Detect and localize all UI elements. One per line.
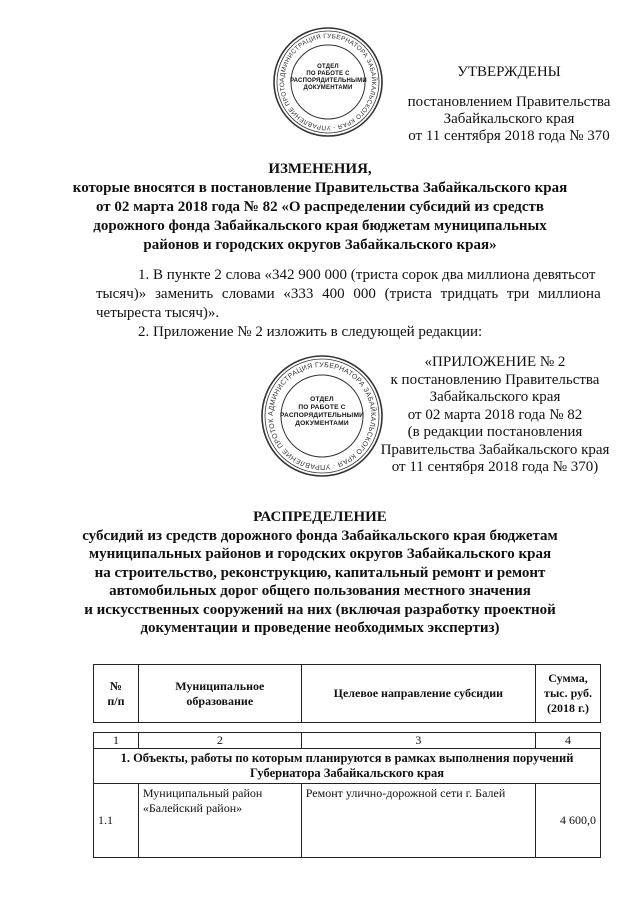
section-line: Губернатора Забайкальского края [249, 766, 445, 780]
approval-block [396, 64, 622, 145]
table-row [94, 784, 601, 858]
changes-title: ИЗМЕНЕНИЯ, [268, 161, 372, 177]
row-municipality-line: Муниципальный район [142, 786, 263, 800]
stamp-center-line: ПО РАБОТЕ С [298, 404, 346, 411]
appendix-line: к постановлению Правительства [390, 371, 600, 388]
body-line: тысяч)» заменить словами «333 400 000 (триста тридцать три миллиона [96, 286, 601, 302]
appendix-line: (в редакции постановления [407, 424, 583, 440]
body-line: четыреста тысяч)». [96, 305, 220, 321]
header-sum-line: тыс. руб. [544, 686, 592, 700]
table-header [93, 664, 601, 723]
header-num [94, 665, 139, 723]
stamp-center-text [290, 64, 366, 92]
stamp-center-line: ОТДЕЛ [310, 396, 334, 403]
table-body [93, 732, 601, 858]
changes-subtitle-line: от 02 марта 2018 года № 82 «О распределении субсидий из средств [95, 199, 545, 215]
stamp-center-line: ДОКУМЕНТАМИ [295, 420, 349, 427]
appendix-line: Забайкальского края [429, 389, 561, 405]
section-title [94, 749, 601, 784]
changes-subtitle-line: районов и городских округов Забайкальского края» [143, 237, 497, 253]
col-number: 4 [536, 733, 601, 749]
table-section-row [94, 749, 601, 784]
body-line: 1. В пункте 2 слова «342 900 000 (триста сорок два миллиона девятьсот [138, 267, 596, 283]
stamp-center-text [280, 396, 364, 428]
body-paragraph-2: 2. Приложение № 2 изложить в следующей редакции: [138, 324, 483, 340]
header-num-line: № [109, 678, 122, 693]
distribution-line: документации и проведение необходимых экспертиз) [140, 620, 500, 636]
stamp-ring-text: АДМИНИСТРАЦИЯ ГУБЕРНАТОРА ЗАБАЙКАЛЬСКОГО КРАЯ · УПРАВЛЕНИЕ ПРОТОК [267, 361, 377, 471]
appendix-block [370, 354, 620, 477]
distribution-line: на строительство, реконструкцию, капитальный ремонт и ремонт [94, 564, 546, 581]
official-stamp-top [272, 26, 384, 138]
header-num-line: п/п [107, 693, 125, 708]
row-num: 1.1 [94, 784, 139, 858]
stamp-ring-text: АДМИНИСТРАЦИЯ ГУБЕРНАТОРА ЗАБАЙКАЛЬСКОГО КРАЯ · УПРАВЛЕНИЕ ПРОТО [278, 32, 378, 132]
approval-line: Забайкальского края [443, 111, 575, 127]
approval-title: УТВЕРЖДЕНЫ [457, 64, 561, 80]
table-row-col-numbers [94, 733, 601, 749]
appendix-line: от 02 марта 2018 года № 82 [407, 406, 583, 423]
approval-line: от 11 сентября 2018 года № 370 [408, 128, 610, 144]
header-municipality [138, 665, 301, 723]
official-stamp-appendix [260, 354, 384, 478]
section-line: 1. Объекты, работы по которым планируются в рамках выполнения поручений [120, 751, 574, 765]
distribution-line: муниципальных районов и городских округов Забайкальского края [88, 546, 552, 562]
body-paragraph-1 [96, 266, 616, 323]
stamp-center-line: ОТДЕЛ [317, 64, 339, 70]
stamp-center-line: РАСПОРЯДИТЕЛЬНЫМИ [290, 78, 367, 84]
col-number: 1 [94, 733, 139, 749]
distribution-heading [40, 508, 600, 638]
distribution-line: субсидий из средств дорожного фонда Забайкальского края бюджетам [82, 527, 558, 544]
changes-heading [40, 160, 600, 255]
changes-subtitle-line: которые вносятся в постановление Правительства Забайкальского края [72, 180, 568, 196]
header-sum-line: Сумма, [548, 671, 588, 685]
stamp-center-line: ПО РАБОТЕ С [306, 71, 350, 77]
row-municipality [138, 784, 301, 858]
row-municipality-line: «Балейский район» [142, 801, 243, 815]
appendix-line: Правительства Забайкальского края [380, 441, 610, 458]
appendix-line: от 11 сентября 2018 года № 370) [391, 459, 599, 475]
col-number: 3 [301, 733, 535, 749]
stamp-center-line: РАСПОРЯДИТЕЛЬНЫМИ [280, 412, 365, 419]
row-sum: 4 600,0 [536, 784, 601, 858]
header-sum-line: (2018 г.) [546, 701, 590, 715]
appendix-line: «ПРИЛОЖЕНИЕ № 2 [424, 354, 566, 370]
changes-subtitle-line: дорожного фонда Забайкальского края бюджетам муниципальных [93, 218, 547, 234]
approval-line: постановлением Правительства [407, 94, 611, 110]
distribution-line: и искусственных сооружений на них (включая разработку проектной [84, 601, 556, 618]
stamp-center-line: ДОКУМЕНТАМИ [303, 85, 353, 91]
header-purpose: Целевое направление субсидии [301, 665, 535, 723]
header-municipality-line: образование [186, 693, 254, 708]
distribution-line: автомобильных дорог общего пользования местного значения [109, 583, 531, 599]
header-sum [536, 665, 601, 723]
distribution-title: РАСПРЕДЕЛЕНИЕ [253, 509, 387, 525]
header-municipality-line: Муниципальное [175, 678, 265, 693]
row-purpose: Ремонт улично-дорожной сети г. Балей [301, 784, 535, 858]
col-number: 2 [138, 733, 301, 749]
